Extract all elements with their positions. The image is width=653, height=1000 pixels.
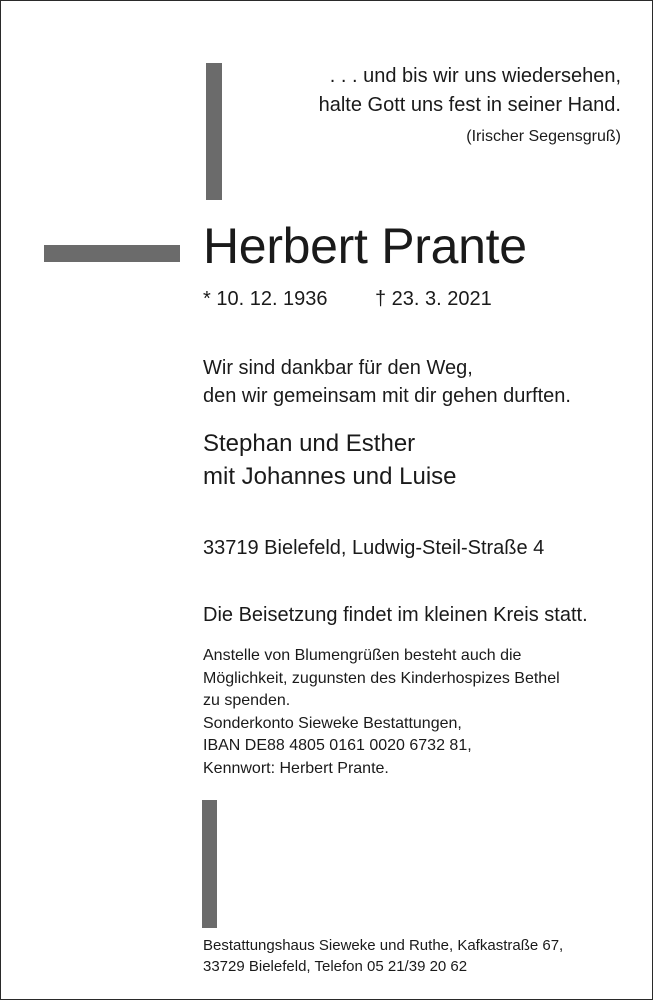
undertaker-line: Bestattungshaus Sieweke und Ruthe, Kafkastraße 67, xyxy=(203,937,564,954)
cross-bar-horizontal xyxy=(44,245,180,262)
family-line: Stephan und Esther xyxy=(203,430,416,457)
death-date: † 23. 3. 2021 xyxy=(375,288,492,310)
cross-bar-top xyxy=(206,63,222,200)
undertaker-info xyxy=(203,935,563,977)
family-names xyxy=(203,427,457,493)
thanks-line: Wir sind dankbar für den Weg, xyxy=(203,357,473,379)
quote-source: (Irischer Segensgruß) xyxy=(466,128,621,145)
donation-line: Anstelle von Blumengrüßen besteht auch die xyxy=(203,647,522,664)
cross-bar-bottom xyxy=(202,800,217,928)
life-dates xyxy=(203,285,492,313)
quote xyxy=(221,62,621,149)
undertaker-line: 33729 Bielefeld, Telefon 05 21/39 20 62 xyxy=(203,958,468,975)
quote-line: halte Gott uns fest in seiner Hand. xyxy=(318,94,621,116)
thanks-line: den wir gemeinsam mit dir gehen durften. xyxy=(203,385,571,407)
deceased-name: Herbert Prante xyxy=(203,218,527,274)
donation-line: zu spenden. xyxy=(203,692,291,709)
funeral-note: Die Beisetzung findet im kleinen Kreis statt. xyxy=(203,604,588,626)
donation-info xyxy=(203,645,560,780)
thanks-text xyxy=(203,354,571,410)
birth-date: * 10. 12. 1936 xyxy=(203,288,328,310)
donation-line: IBAN DE88 4805 0161 0020 6732 81, xyxy=(203,737,472,754)
donation-line: Sonderkonto Sieweke Bestattungen, xyxy=(203,714,462,732)
family-address: 33719 Bielefeld, Ludwig-Steil-Straße 4 xyxy=(203,537,545,559)
quote-line: . . . und bis wir uns wiedersehen, xyxy=(329,65,621,87)
donation-line: Möglichkeit, zugunsten des Kinderhospizes Bethel xyxy=(203,669,560,687)
donation-line: Kennwort: Herbert Prante. xyxy=(203,759,389,777)
family-line: mit Johannes und Luise xyxy=(203,463,457,490)
